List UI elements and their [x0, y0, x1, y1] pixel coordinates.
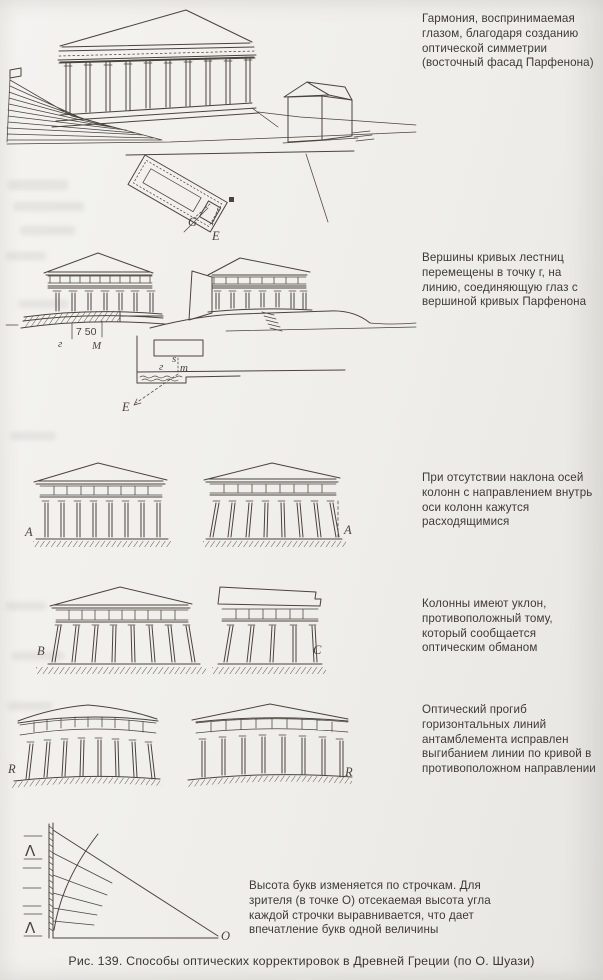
bleed-through-mark — [10, 432, 56, 440]
annotation-harmony: Гармония, воспринимаемая глазом, благодаря созданию оптической симметрии (восточный фасад Парфенона) — [422, 12, 594, 70]
bleed-through-mark — [14, 202, 84, 211]
entablature-block — [154, 340, 203, 356]
label-profile-t: т — [180, 362, 188, 374]
letter-glyph-top: Λ — [25, 842, 36, 860]
annotation-stairs: Вершины кривых лестниц перемещены в точку г, на линию, соединяющую глаз с вершиной кривых Парфенона — [422, 251, 587, 309]
label-dim-g: г — [58, 338, 63, 350]
label-profile-E: E — [122, 400, 130, 414]
temple-stylobate — [52, 103, 258, 127]
label-profile-g: г — [159, 361, 164, 373]
drawing-column-tilt-temples — [0, 578, 420, 682]
letter-rows — [23, 836, 42, 937]
annotation-axes: При отсутствии наклона осей колонн с направлением внутрь оси колонн кажутся расходящимися — [422, 471, 593, 529]
label-axes-A-left: A — [25, 525, 33, 539]
temple-entablature — [58, 10, 256, 63]
figure-caption: Рис. 139. Способы оптических корректировок в Древней Греции (по О. Шуази) — [68, 954, 535, 968]
letter-glyph-bottom: Λ — [25, 919, 36, 937]
annotation-tilt: Колонны имеют уклон, противоположный тому, который сообщается оптическим обманом — [422, 597, 553, 655]
bleed-through-mark — [8, 180, 68, 190]
right-temple-convex-lines — [188, 704, 352, 787]
label-curve-R-right: R — [345, 765, 353, 779]
drawing-column-axes-temples — [0, 455, 420, 555]
left-temple — [6, 253, 165, 328]
left-temple-inclined-columns — [36, 587, 206, 674]
label-dim-750: 7 50 — [76, 326, 97, 338]
right-temple-diverging-columns — [203, 463, 346, 547]
right-temple-on-mound — [150, 258, 416, 331]
label-curve-R-left: R — [8, 762, 16, 776]
left-temple-straight-columns — [33, 463, 172, 547]
drawing-letter-height-diagram — [10, 818, 250, 960]
label-plan-G: G — [188, 215, 198, 229]
temple-plan-rect — [128, 155, 227, 232]
label-tilt-B: B — [37, 644, 45, 658]
drawing-stylobate-profile — [100, 330, 360, 435]
label-plan-E: E — [212, 229, 220, 243]
left-temple-drooping-lines — [12, 705, 162, 788]
small-building — [283, 82, 374, 143]
bleed-through-mark — [20, 226, 75, 235]
label-profile-s: s — [172, 353, 177, 365]
sight-construction — [134, 358, 178, 405]
inscription-wall — [49, 823, 53, 938]
label-axes-A-right: A — [344, 523, 352, 537]
right-temple-cropped — [212, 587, 326, 674]
terrace-line — [126, 151, 354, 155]
drawing-parthenon-facade — [0, 0, 420, 152]
drawing-acropolis-plan — [120, 146, 360, 248]
label-dim-m: М — [92, 340, 102, 352]
annotation-letters: Высота букв изменяется по строчкам. Для зрителя (в точке О) отсекаемая высота угла каждой строчки выравнивается, что дает впечатление букв одной величины — [249, 879, 491, 937]
annotation-curvature: Оптический прогиб горизонтальных линий антамблемента исправлен выгибанием линии по кривой в противоположном направлении — [422, 703, 596, 776]
sight-boundary-line — [306, 154, 328, 222]
sight-line-fan — [53, 830, 218, 938]
drawing-entablature-curvature-temples — [0, 695, 420, 795]
label-tilt-C: C — [313, 643, 322, 657]
grand-staircase — [7, 68, 162, 142]
dimension-750 — [58, 321, 102, 352]
label-viewer-O: O — [221, 929, 231, 943]
marker-square — [229, 197, 234, 202]
